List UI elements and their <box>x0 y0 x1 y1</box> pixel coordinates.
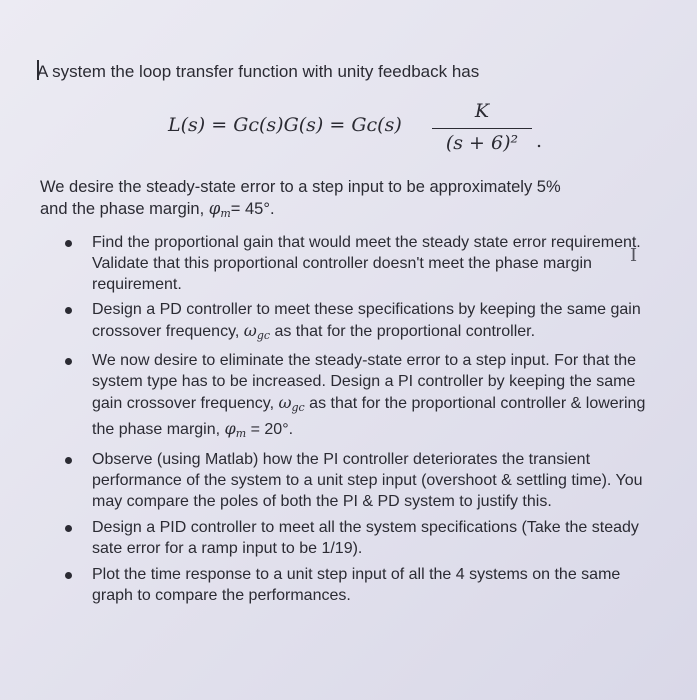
bullet-icon <box>65 457 72 464</box>
phi-subscript: m <box>235 427 247 440</box>
paragraph-line-2 <box>40 198 640 225</box>
omega-subscript: gc <box>256 329 271 342</box>
list-item <box>60 517 650 559</box>
list-item <box>60 350 650 444</box>
bullet-icon <box>65 525 72 532</box>
bullet-icon <box>65 572 72 579</box>
b3-prefix: We now desire to eliminate the steady-state error to a step input. For that the system type has to be increased. Design a PI controller by keeping the same gain crossover frequency, <box>92 352 636 412</box>
b2-suffix: as that for the proportional controller. <box>270 323 536 340</box>
list-item-text <box>92 352 645 438</box>
equation-denominator: (s + 6)² <box>445 132 519 154</box>
bullet-icon <box>65 307 72 314</box>
omega-symbol: ω <box>278 393 292 412</box>
equation-numerator: K <box>474 100 490 122</box>
intro-text: A system the loop transfer function with unity feedback has <box>37 62 480 81</box>
line2-suffix: = 45°. <box>230 200 275 218</box>
b3-mid: as that for the proportional controller & lowering the phase margin, <box>92 395 646 438</box>
list-item <box>60 449 650 512</box>
list-item <box>60 232 650 295</box>
specification-paragraph <box>40 176 640 225</box>
phi-symbol: φ <box>224 419 236 438</box>
list-item <box>60 564 650 606</box>
b2-prefix: Design a PD controller to meet these specifications by keeping the same gain crossover frequency, <box>92 301 641 340</box>
b3-suffix: = 20°. <box>246 421 294 438</box>
fraction-bar <box>432 128 532 129</box>
omega-subscript: gc <box>291 401 305 414</box>
list-item <box>60 299 650 346</box>
bullet-icon <box>65 240 72 247</box>
phi-symbol: φ <box>208 199 221 218</box>
bullet-icon <box>65 358 72 365</box>
list-item-text: Observe (using Matlab) how the PI controller deteriorates the transient performance of the system to a unit step input (overshoot & settling time). You may compare the poles of both the PI & PD system to justify this. <box>92 451 643 510</box>
phi-subscript: m <box>220 207 231 220</box>
transfer-function-equation <box>168 100 548 160</box>
equation-period: . <box>536 130 543 152</box>
equation-lhs: L(s) = Gᴄ(s)G(s) = Gᴄ(s) <box>168 114 402 136</box>
list-item-text <box>92 301 641 340</box>
list-item-text: Plot the time response to a unit step input of all the 4 systems on the same graph to compare the performances. <box>92 566 621 604</box>
paragraph-line-1: We desire the steady-state error to a step input to be approximately 5% <box>40 178 561 196</box>
line2-prefix: and the phase margin, <box>40 200 209 218</box>
omega-symbol: ω <box>243 321 257 340</box>
mouse-ibeam-cursor-icon: I <box>630 245 638 266</box>
task-list <box>60 232 650 606</box>
list-item-text: Design a PID controller to meet all the system specifications (Take the steady sate error for a ramp input to be 1/19). <box>92 519 639 557</box>
list-item-text: Find the proportional gain that would meet the steady state error requirement. Validate that this proportional controller doesn't meet the phase margin requirement. <box>92 234 641 293</box>
